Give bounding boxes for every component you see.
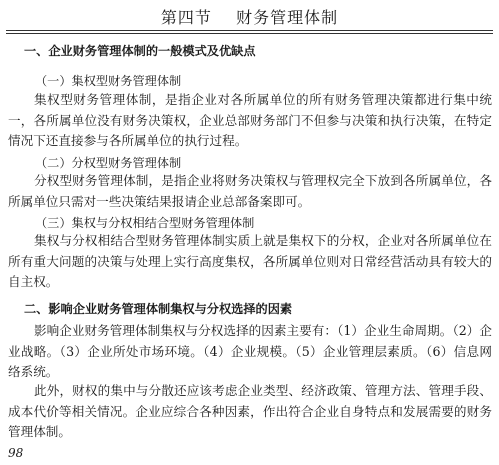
subsection-heading-combined: （三）集权与分权相结合型财务管理体制 [35, 216, 255, 230]
paragraph-factors: 影响企业财务管理体制集权与分权选择的因素主要有：（1）企业生命周期。（2）企业战略。（3）企业所处市场环境。（4）企业规模。（5）企业管理层素质。（6）信息网络系统。 [8, 323, 492, 379]
paragraph-decentralized: 分权型财务管理体制，是指企业将财务决策权与管理权完全下放到各所属单位，各所属单位只需对一些决策结果报请企业总部备案即可。 [8, 173, 492, 209]
chapter-title: 第四节 财务管理体制 [160, 8, 339, 27]
paragraph-additional: 此外，财权的集中与分散还应该考虑企业类型、经济政策、管理方法、管理手段、成本代价等相关情况。企业应综合各种因素，作出符合企业自身特点和发展需要的财务管理体制。 [8, 383, 492, 439]
paragraph-combined: 集权与分权相结合型财务管理体制实质上就是集权下的分权，企业对各所属单位在所有重大问题的决策与处理上实行高度集权，各所属单位则对日常经营活动具有较大的自主权。 [8, 233, 492, 289]
page-number: 98 [8, 446, 24, 460]
section-heading-1: 一、企业财务管理体制的一般模式及优缺点 [24, 44, 256, 58]
paragraph-centralized: 集权型财务管理体制，是指企业对各所属单位的所有财务管理决策都进行集中统一，各所属单位没有财务决策权，企业总部财务部门不但参与决策和执行决策，在特定情况下还直接参与各所属单位的执行过程。 [8, 92, 492, 148]
subsection-heading-decentralized: （二）分权型财务管理体制 [35, 156, 182, 170]
title-rule-bottom [6, 33, 493, 34]
subsection-heading-centralized: （一）集权型财务管理体制 [35, 74, 182, 88]
title-rule-top [6, 30, 493, 31]
section-heading-2: 二、影响企业财务管理体制集权与分权选择的因素 [24, 302, 293, 316]
